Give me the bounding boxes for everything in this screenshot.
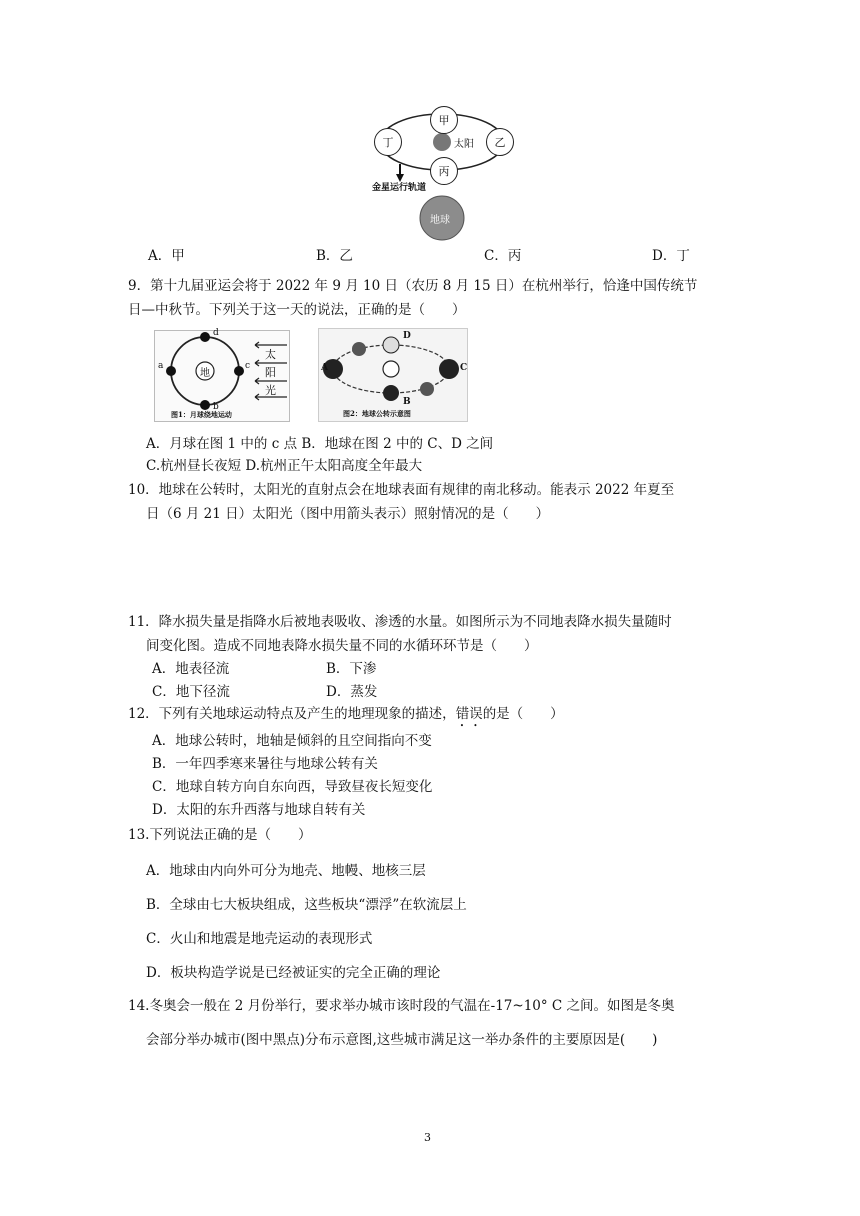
node-bing: 丙 [430,157,458,185]
q13-stem: 13.下列说法正确的是（ ） [128,827,312,843]
node-yi: 乙 [486,128,514,156]
fig1-label-c: c [245,361,251,371]
earth-b [383,385,399,401]
fig1-sun-char3: 光 [265,384,276,397]
moon-b [200,400,210,410]
earth-bc [420,382,434,396]
q10-stem-line1: 10．地球在公转时，太阳光的直射点会在地球表面有规律的南北移动。能表示 2022 年夏至 [128,482,675,498]
earth-label: 地球 [430,215,450,226]
q8-option-b: B．乙 [316,248,353,264]
sun-circle [433,133,451,151]
fig1-center-label: 地 [200,368,210,379]
q9-figure-1 [154,330,290,422]
moon-a [166,366,176,376]
q11-stem-line1: 11．降水损失量是指降水后被地表吸收、渗透的水量。如图所示为不同地表降水损失量随时 [128,614,672,630]
q12-stem-post: 的是（ ） [482,706,564,722]
fig1-label-d: d [213,328,219,338]
fig1-sun-char2: 阳 [265,366,276,379]
q8-option-d: D．丁 [652,248,690,264]
earth-ad [352,342,366,356]
earth-revolution-svg [319,329,467,421]
fig1-caption: 图1：月球绕地运动 [171,410,232,419]
fig2-label-b: B [403,397,411,407]
sun-label: 太阳 [454,139,474,150]
q13-option-d: D．板块构造学说是已经被证实的完全正确的理论 [146,965,441,981]
q12-stem-pre: 12．下列有关地球运动特点及产生的地理现象的描述， [128,706,456,722]
q11-option-d: D．蒸发 [326,684,378,700]
q12-option-b: B．一年四季寒来暑往与地球公转有关 [152,756,378,772]
moon-c [234,366,244,376]
q12-stem-emphasis: 错误 [455,706,483,722]
q9-figure-2 [318,328,468,422]
fig1-sun-char1: 太 [265,348,276,361]
q10-stem-line2: 日（6 月 21 日）太阳光（图中用箭头表示）照射情况的是（ ） [146,506,550,522]
q12-option-c: C．地球自转方向自东向西，导致昼夜长短变化 [152,779,433,795]
node-jia: 甲 [430,106,458,134]
node-ding: 丁 [374,128,402,156]
fig1-label-b: b [213,402,219,412]
moon-d [200,332,210,342]
q11-option-a: A．地表径流 [152,661,230,677]
fig1-label-a: a [158,361,164,371]
q12-option-a: A．地球公转时，地轴是倾斜的且空间指向不变 [152,733,432,749]
q13-option-b: B．全球由七大板块组成，这些板块“漂浮”在软流层上 [146,897,467,913]
q14-stem-line1: 14.冬奥会一般在 2 月份举行，要求举办城市该时段的气温在-17~10° C 之间。如图是冬奥 [128,998,675,1014]
sun-circle [383,361,399,377]
q8-diagram [370,102,510,248]
earth-d [383,337,399,353]
page-number: 3 [424,1131,431,1144]
q12-option-d: D．太阳的东升西落与地球自转有关 [152,802,366,818]
orbit-label: 金星运行轨道 [372,183,427,193]
fig2-caption: 图2：地球公转示意图 [343,409,411,418]
q9-stem-line2: 日—中秋节。下列关于这一天的说法，正确的是（ ） [128,302,466,318]
q13-option-c: C．火山和地震是地壳运动的表现形式 [146,931,373,947]
q12-stem [128,704,564,730]
fig2-label-c: C [460,363,468,373]
fig2-label-a: A [321,363,328,373]
q9-options-cd: C.杭州昼长夜短 D.杭州正午太阳高度全年最大 [146,458,423,474]
q9-stem-line1: 9．第十九届亚运会将于 2022 年 9 月 10 日（农历 8 月 15 日）在杭州举行，恰逢中国传统节 [128,278,698,294]
earth-c [439,359,459,379]
q11-stem-line2: 间变化图。造成不同地表降水损失量不同的水循环环节是（ ） [146,638,538,654]
q13-option-a: A．地球由内向外可分为地壳、地幔、地核三层 [146,863,426,879]
q11-option-c: C．地下径流 [152,684,230,700]
q8-option-a: A．甲 [148,248,185,264]
q8-option-c: C．丙 [484,248,522,264]
q14-stem-line2: 会部分举办城市(图中黑点)分布示意图,这些城市满足这一举办条件的主要原因是( ) [146,1032,658,1048]
fig2-label-d: D [403,331,411,341]
q11-option-b: B．下渗 [326,661,377,677]
q9-options-ab: A．月球在图 1 中的 c 点 B．地球在图 2 中的 C、D 之间 [146,436,494,452]
